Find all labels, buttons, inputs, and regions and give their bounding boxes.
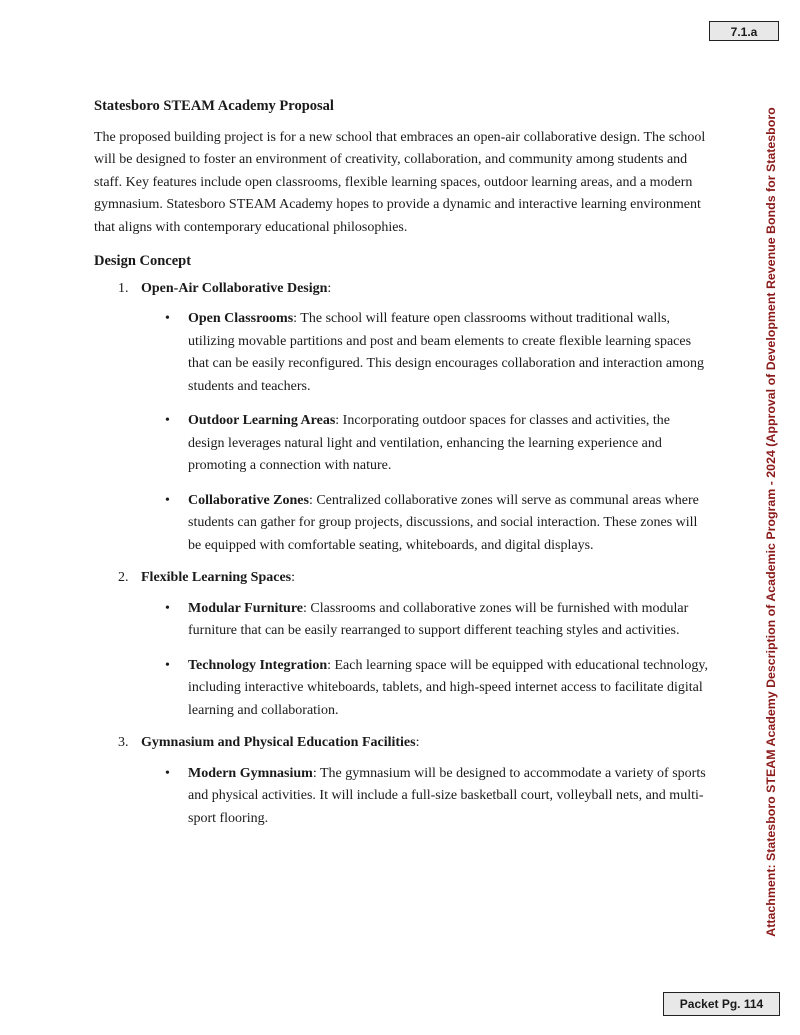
- sub-list-item: • Open Classrooms: The school will feature open classrooms without traditional walls, utilizing movable partitions and post and beam elements to create flexible learning spaces that can be easily reconfigured. This design encourages collaboration and interaction among students and teachers.: [141, 308, 709, 398]
- design-concept-list: [94, 278, 709, 831]
- sub-list: [141, 308, 709, 557]
- item-number: 3.: [118, 735, 129, 750]
- sub-item-text: The gymnasium will be designed to accommodate a variety of sports and physical activities. It will include a full-size basketball court, volleyball nets, and multi-sport flooring.: [188, 765, 706, 826]
- sub-item-heading: Technology Integration: [188, 657, 328, 673]
- list-item: 1. Open-Air Collaborative Design: • Open Classrooms: The school will feature open classrooms without traditional walls, utilizing movable partitions and post and beam elements to create flexible learning spaces that can be easily reconfigured. This design encourages collaboration and interaction among students and teachers. • Outdoor Learning Areas: Incorporating outdoor spaces for classes and activities, the design leverages natural light and ventilation, enhancing the learning experience and promoting a connection with nature. • Collaborative Zones: Centralized collaborative zones will serve as communal areas where students can gather for group projects, discussions, and social interaction. These zones will be equipped with comfortable seating, whiteboards, and digital displays.: [94, 278, 709, 558]
- bullet-icon: •: [165, 600, 170, 616]
- sub-item-text: Centralized collaborative zones will serve as communal areas where students can gather for group projects, discussions, and social interaction. These zones will be equipped with comfortable seating, whiteboards, and digital displays.: [188, 492, 699, 553]
- item-heading: Open-Air Collaborative Design: [141, 280, 328, 296]
- sub-item-heading: Modular Furniture: [188, 600, 303, 616]
- document-title: Statesboro STEAM Academy Proposal: [94, 98, 334, 114]
- item-number: 2.: [118, 570, 129, 585]
- item-number: 1.: [118, 280, 129, 296]
- bullet-icon: •: [165, 311, 170, 326]
- bullet-icon: •: [165, 413, 170, 428]
- section-title: Design Concept: [94, 253, 192, 269]
- list-item: 2. Flexible Learning Spaces: • Modular Furniture: Classrooms and collaborative zones will be furnished with modular furniture that can be easily rearranged to support different teaching styles and activities. • Technology Integration: Each learning space will be equipped with educational technology, including interactive whiteboards, tablets, and high-speed internet access to facilitate digital learning and collaboration.: [94, 567, 709, 722]
- sub-item-text: The school will feature open classrooms without traditional walls, utilizing movable partitions and post and beam elements to create flexible learning spaces that can be easily reconfigured. This design encourages collaboration and interaction among students and teachers.: [188, 311, 705, 394]
- sub-item-heading: Open Classrooms: [188, 311, 294, 326]
- sub-list-item: • Modern Gymnasium: The gymnasium will be designed to accommodate a variety of sports and physical activities. It will include a full-size basketball court, volleyball nets, and multi-sport flooring.: [141, 763, 709, 831]
- intro-paragraph: The proposed building project is for a new school that embraces an open-air collaborative design. The school will be designed to foster an environment of creativity, collaboration, and community among students and staff. Key features include open classrooms, flexible learning spaces, outdoor learning areas, and a modern gymnasium. Statesboro STEAM Academy hopes to provide a dynamic and interactive learning environment that aligns with contemporary educational philosophies.: [94, 129, 706, 235]
- sub-item-text: Each learning space will be equipped with educational technology, including interactive whiteboards, tablets, and high-speed internet access to facilitate digital learning and collaboration.: [188, 657, 708, 718]
- sub-item-text: Classrooms and collaborative zones will be furnished with modular furniture that can be easily rearranged to support different teaching styles and activities.: [188, 600, 689, 638]
- sub-list: [141, 763, 709, 831]
- sub-item-heading: Modern Gymnasium: [188, 765, 313, 781]
- item-heading: Flexible Learning Spaces: [141, 570, 292, 585]
- bullet-icon: •: [165, 492, 170, 508]
- list-item: 3. Gymnasium and Physical Education Facilities: • Modern Gymnasium: The gymnasium will be designed to accommodate a variety of sports and physical activities. It will include a full-size basketball court, volleyball nets, and multi-sport flooring.: [94, 732, 709, 830]
- item-heading: Gymnasium and Physical Education Facilities: [141, 735, 416, 750]
- bullet-icon: •: [165, 765, 170, 781]
- sub-list-item: • Technology Integration: Each learning space will be equipped with educational technology, including interactive whiteboards, tablets, and high-speed internet access to facilitate digital learning and collaboration.: [141, 655, 709, 723]
- sub-list-item: • Outdoor Learning Areas: Incorporating outdoor spaces for classes and activities, the design leverages natural light and ventilation, enhancing the learning experience and promoting a connection with nature.: [141, 410, 709, 478]
- sub-item-heading: Collaborative Zones: [188, 492, 309, 508]
- agenda-item-tag: 7.1.a: [709, 21, 779, 41]
- packet-page-label: Packet Pg. 114: [663, 992, 780, 1016]
- sub-list-item: • Modular Furniture: Classrooms and collaborative zones will be furnished with modular furniture that can be easily rearranged to support different teaching styles and activities.: [141, 598, 709, 643]
- bullet-icon: •: [165, 657, 170, 673]
- sub-list-item: • Collaborative Zones: Centralized collaborative zones will serve as communal areas where students can gather for group projects, discussions, and social interaction. These zones will be equipped with comfortable seating, whiteboards, and digital displays.: [141, 490, 709, 558]
- sub-item-text: Incorporating outdoor spaces for classes and activities, the design leverages natural light and ventilation, enhancing the learning experience and promoting a connection with nature.: [188, 413, 671, 473]
- sub-list: [141, 598, 709, 723]
- document-body: [94, 95, 709, 840]
- attachment-sidebar-text: Attachment: Statesboro STEAM Academy Description of Academic Program - 2024 (Approval of Development Revenue Bonds for Statesboro: [764, 107, 778, 937]
- sub-item-heading: Outdoor Learning Areas: [188, 413, 336, 428]
